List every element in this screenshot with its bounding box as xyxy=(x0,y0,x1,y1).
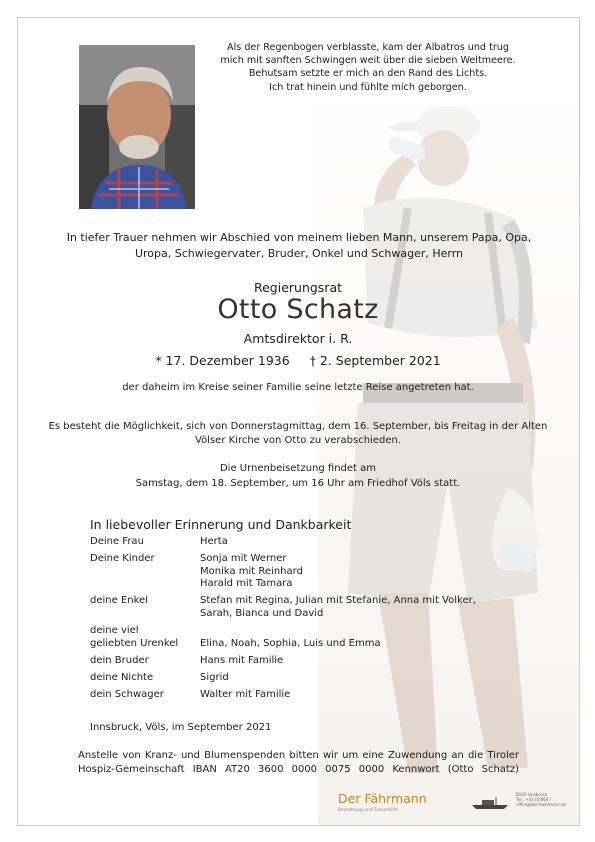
relation-label: deine Nichte xyxy=(90,671,154,683)
relation-label: Deine Frau xyxy=(90,536,144,547)
family-row xyxy=(90,595,530,620)
family-row xyxy=(90,553,530,591)
family-name: Stefan mit Regina, Julian mit Stefanie, Anna mit Volker, xyxy=(200,595,476,607)
poem-line: mich mit sanften Schwingen weit über die sieben Weltmeere. xyxy=(220,55,516,67)
family-name: Monika mit Reinhard xyxy=(200,565,303,577)
family-row xyxy=(90,655,530,668)
urn-line: Samstag, dem 18. September, um 16 Uhr am Friedhof Völs statt. xyxy=(135,477,461,489)
farewell-notice: Es besteht die Möglichkeit, sich von Donnerstagmittag, dem 16. September, bis Freitag in der Alten Völser Kirche von Otto zu verabschieden. xyxy=(48,421,548,446)
urn-burial-notice xyxy=(78,462,518,491)
family-row xyxy=(90,672,530,685)
family-list xyxy=(90,536,530,706)
family-name: Hans mit Familie xyxy=(200,654,284,666)
funeral-home-footer xyxy=(338,791,573,817)
family-name: Herta xyxy=(200,536,228,547)
portrait-photo xyxy=(79,45,195,209)
contact-line: Tel.: +43 (0)664 / ... xyxy=(516,797,556,802)
place-date: Innsbruck, Völs, im September 2021 xyxy=(90,722,272,733)
family-name: Sonja mit Werner xyxy=(200,553,287,565)
family-name: Elina, Noah, Sophia, Luis und Emma xyxy=(200,637,381,649)
birth-date: * 17. Dezember 1936 xyxy=(155,353,290,368)
death-date: † 2. September 2021 xyxy=(309,353,441,368)
relation-label: deine Enkel xyxy=(90,595,148,607)
relation-label: Deine Kinder xyxy=(90,553,155,565)
family-row xyxy=(90,638,530,651)
deceased-name: Otto Schatz xyxy=(217,294,379,325)
contact-line: 6020 Innsbruck xyxy=(516,792,548,797)
family-row xyxy=(90,536,530,549)
relation-label: geliebten Urenkel xyxy=(90,637,179,649)
memory-heading: In liebevoller Erinnerung und Dankbarkeit xyxy=(90,517,352,532)
family-name: Sigrid xyxy=(200,671,229,683)
obituary-card xyxy=(17,17,580,826)
life-dates xyxy=(78,353,518,368)
funeral-home-tagline: Bestattung und Trauerhilfe xyxy=(338,808,399,813)
poem-line: Ich trat hinein und fühlte mich geborgen. xyxy=(269,81,467,93)
donation-request: Anstelle von Kranz- und Blumenspenden bitten wir um eine Zuwendung an die Tiroler Hospiz-Gemeinschaft IBAN AT20 3600 0000 0075 0000 Kennwort (Otto Schatz) xyxy=(78,750,519,775)
relation-label: deine viel xyxy=(90,625,139,637)
family-row xyxy=(90,625,530,638)
family-name: Harald mit Tamara xyxy=(200,578,293,590)
ferry-boat-icon xyxy=(470,796,510,810)
urn-line: Die Urnenbeisetzung findet am xyxy=(219,463,376,474)
family-name: Sarah, Bianca und David xyxy=(200,607,324,619)
contact-line: office@der-faehrmann.at xyxy=(516,802,566,807)
relation-label: dein Bruder xyxy=(90,654,149,666)
poem-line: Behutsam setzte er mich an den Rand des Lichts. xyxy=(248,68,488,80)
title-rank: Regierungsrat xyxy=(253,280,343,295)
poem xyxy=(218,41,518,94)
funeral-home-logo: Der Fährmann xyxy=(338,791,427,806)
poem-line: Als der Regenbogen verblasste, kam der Albatros und trug xyxy=(227,42,509,53)
funeral-home-contact xyxy=(516,792,576,807)
relation-label: dein Schwager xyxy=(90,688,164,700)
family-name: Walter mit Familie xyxy=(200,688,291,700)
family-row xyxy=(90,689,530,702)
job-title: Amtsdirektor i. R. xyxy=(243,331,353,346)
journey-text: der daheim im Kreise seiner Familie seine letzte Reise angetreten hat. xyxy=(122,382,474,393)
intro-text: In tiefer Trauer nehmen wir Abschied von meinem lieben Mann, unserem Papa, Opa, Uropa, Schwiegervater, Bruder, Onkel und Schwager, Herrn xyxy=(66,231,532,260)
